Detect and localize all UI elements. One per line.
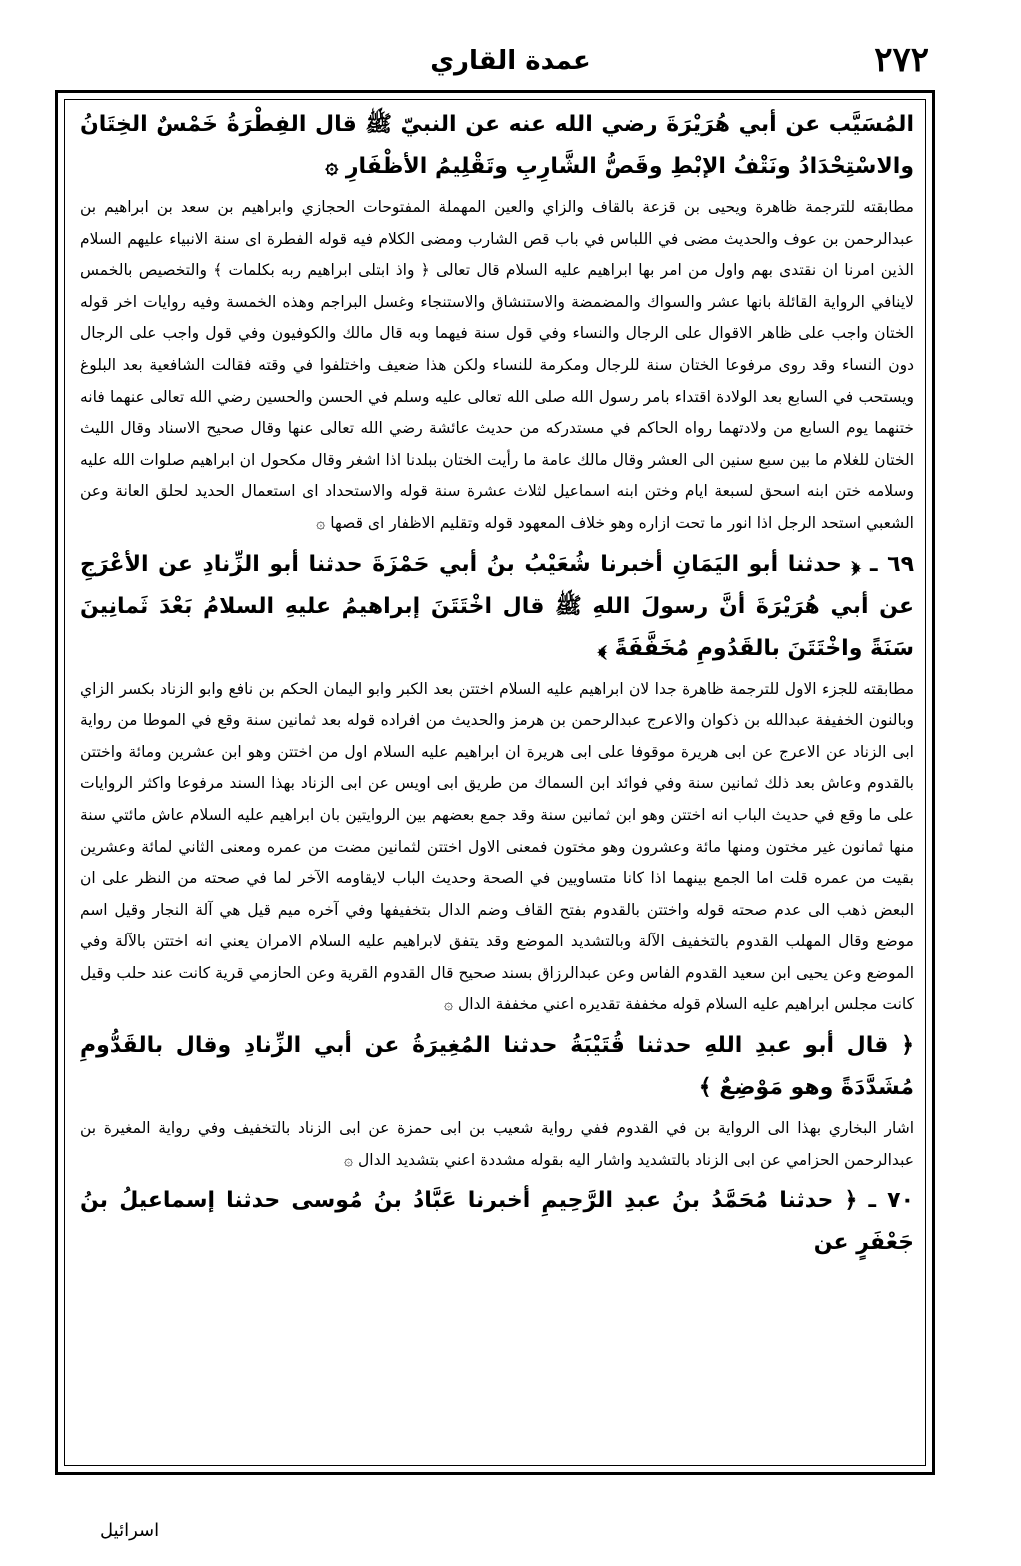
hadith-text: ٧٠ ـ ﴿ حدثنا مُحَمَّدُ بنُ عبدِ الرَّحِيمِ أخبرنا عَبَّادُ بنُ مُوسى حدثنا إسماعيلُ بنُ جَعْفَرٍ عن <box>80 1188 914 1256</box>
hadith-text: ٦٩ ـ ﴿ حدثنا أبو اليَمَانِ أخبرنا شُعَيْبُ بنُ أبي حَمْزَةَ حدثنا أبو الزِّنادِ عن الأعْرَجِ عن أبي هُرَيْرَةَ أنَّ رسولَ اللهِ ﷺ قال اخْتَتَنَ إبراهيمُ عليهِ السلامُ بَعْدَ ثَمانِينَ سَنَةً واخْتَتَنَ بالقَدُومِ مُخَفَّفَةً ﴾ <box>80 551 914 661</box>
commentary-text: اشار البخاري بهذا الى الرواية بن في القدوم ففي رواية شعيب بن ابى حمزة عن ابى الزناد بالتخفيف وفي رواية المغيرة بن عبدالرحمن الحزامي عن ابى الزناد بالتشديد واشار اليه بقوله مشددة اعني بتشديد الدال ۞ <box>80 1119 914 1169</box>
running-title: عمدة القاري <box>430 46 591 76</box>
commentary-text: مطابقته للترجمة ظاهرة ويحيى بن قزعة بالقاف والزاي والعين المهملة المفتوحات الحجازي وابراهيم بن سعد بن ابراهيم بن عبدالرحمن بن عوف والحديث مضى في اللباس في باب قص الشارب ومضى الكلام فيه قوله الفطرة اى سنة الانبياء عليهم السلام الذين امرنا ان نقتدى بهم واول من امر بها ابراهيم عليه السلام قال تعالى ﴿ واذ ابتلى ابراهيم ربه بكلمات ﴾ والتخصيص بالخمس لاينافي الرواية القائلة بانها عشر والسواك والمضمضة والاستنشاق والاستنجاء وغسل البراجم وهذه الخمسة وفيه روايات اخر قوله الختان واجب على ظاهر الاقوال على الرجال والنساء وفي قول سنة فيهما وبه قال مالك والكوفيون وفي قول واجب على الرجال دون النساء وقد روى مرفوعا الختان سنة للرجال ومكرمة للنساء ولكن هذا ضعيف واختلفوا في وقته فقالت الشافعية بعد البلوغ ويستحب في السابع بعد الولادة اقتداء بامر رسول الله صلى الله تعالى عليه وسلم في الحسن والحسين رضي الله تعالى عنهما فانه ختنهما يوم السابع من ولادتهما رواه الحاكم في مستدركه من حديث عائشة رضي الله تعالى عنها وقال صحيح الاسناد وقال الليث الختان للغلام ما بين سبع سنين الى العشر وقال مالك عامة ما رأيت الختان ببلدنا اذا اشغر وقال مكحول ان ابراهيم صلوات الله عليه وسلامه ختن ابنه اسحق لسبعة ايام وختن ابنه اسماعيل لثلاث عشرة سنة قوله والاستحداد اى استعمال الحديد لحلق العانة وعن الشعبي استحد الرجل اذا انور ما تحت ازاره وهو خلاف المعهود قوله وتقليم الاظفار اى قصها ۞ <box>80 198 914 532</box>
commentary-text: مطابقته للجزء الاول للترجمة ظاهرة جدا لان ابراهيم عليه السلام اختتن بعد الكبر وابو اليمان الحكم بن نافع وابو الزناد بكسر الزاي وبالنون الخفيفة عبدالله بن ذكوان والاعرج عبدالرحمن بن هرمز والحديث من افراده قوله بعد ثمانين سنة وقع في الموطا من رواية ابى الزناد عن الاعرج عن ابى هريرة موقوفا على ابى هريرة ان ابراهيم عليه السلام اول من اختتن وهو ابن عشرين ومائة واختتن بالقدوم وعاش بعد ذلك ثمانين سنة وفي فوائد ابن السماك من طريق ابى اويس عن ابى الزناد بهذا السند مرفوعا واكثر الروايات على ما وقع في حديث الباب انه اختتن وهو ابن ثمانين سنة وقد جمع بعضهم بين الروايتين بان ابراهيم عليه السلام عاش مائتي سنة منها ثمانون غير مختون ومنها مائة وعشرون وهو مختون فمعنى الاول اختتن لثمانين مضت من عمره ومعنى الثاني لمائة وعشرين بقيت من عمره قلت اما الجمع بينهما اذا كانا متساويين في الصحة وحديث الباب لايقاومه الآخر لما في صحته من النظر على ان البعض ذهب الى عدم صحته قوله واختتن بالقدوم بفتح القاف وضم الدال بتخفيفها وفي آخره ميم قيل هي آلة النجار وقيل اسم موضع وقال المهلب القدوم بالتخفيف الآلة وبالتشديد الموضع وقد يتفق لابراهيم عليه السلام الامران يعني انه اختتن بالآلة وفي الموضع وعن يحيى ابن سعيد القدوم الفاس وعن عبدالرزاق بسند صحيح قال القدوم القرية وعن الحازمي قرية كانت عند حلب وقيل كانت مجلس ابراهيم عليه السلام قوله مخففة تقديره اعني مخففة الدال ۞ <box>80 679 914 1014</box>
page-number: ٢٧٢ <box>874 40 929 80</box>
hadith-text: المُسَيَّب عن أبي هُرَيْرَةَ رضي الله عنه عن النبيّ ﷺ قال الفِطْرَةُ خَمْسٌ الخِتَانُ والاسْتِحْدَادُ ونَتْفُ الإبْطِ وقَصُّ الشَّارِبِ وتَقْلِيمُ الأظْفَارِ ۞ <box>80 112 914 179</box>
hadith-text: ﴿ قال أبو عبدِ اللهِ حدثنا قُتَيْبَةُ حدثنا المُغِيرَةُ عن أبي الزِّنادِ وقال بالقَدُّومِ مُشَدَّدَةً وهو مَوْضِعٌ ﴾ <box>80 1033 914 1101</box>
catchword: اسرائيل <box>100 1520 160 1541</box>
page-body <box>80 104 914 1469</box>
page-header <box>60 40 961 90</box>
